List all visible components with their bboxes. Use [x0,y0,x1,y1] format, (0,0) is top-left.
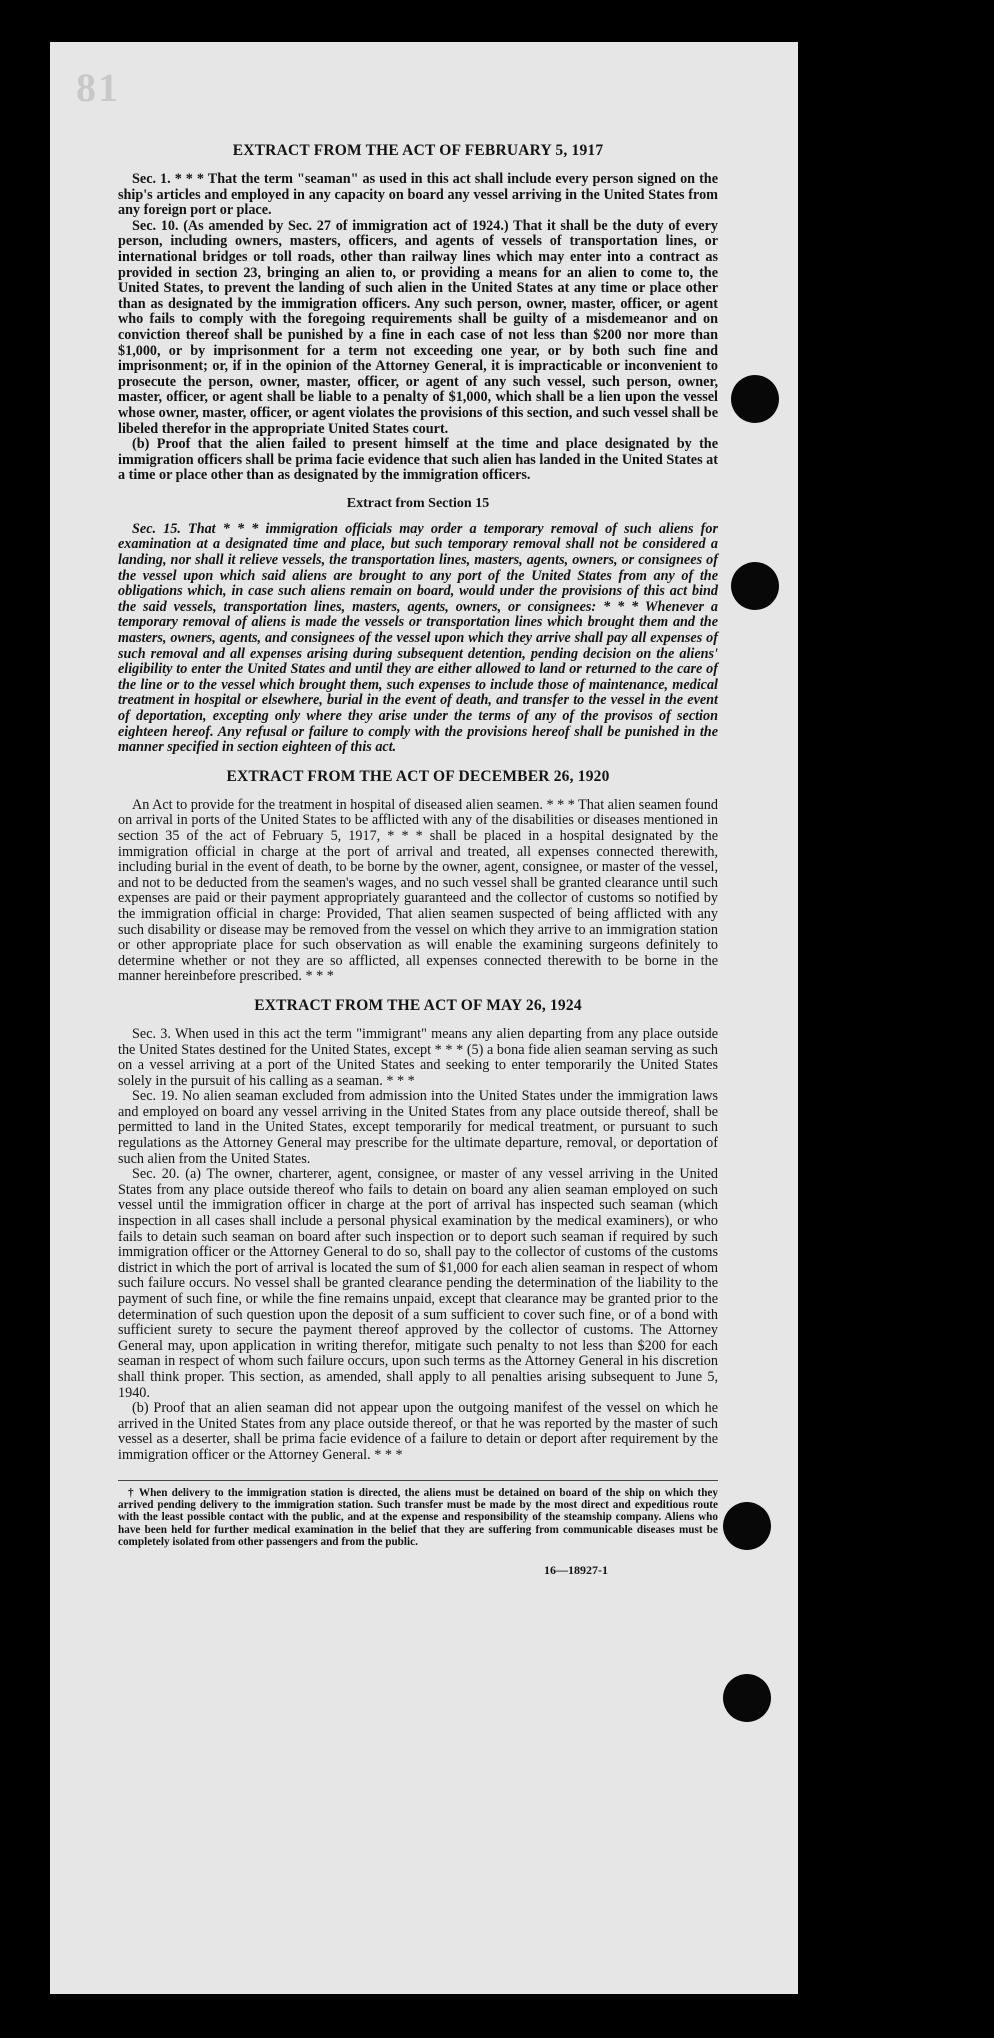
margin-stamp: 81 [76,65,120,110]
paragraph: (b) Proof that the alien failed to present himself at the time and place designated by the immigration officers shall be prima facie evidence that such alien has landed in the United States at a time or place other than as designated by the immigration officers. [118,436,718,484]
paragraph: Sec. 15. That * * * immigration officials may order a temporary removal of such aliens for examination at a designated time and place, but such temporary removal shall not be considered a landing, nor shall it relieve vessels, the transportation lines, masters, agents, owners, or consignees of the vessel upon which said aliens are brought to any port of the United States from any of the obligations which, in case such aliens remain on board, would under the provisions of this act bind the said vessels, transportation lines, masters, agents, owners, or consignees: * * * Whenever a temporary removal of aliens is made the vessels or transportation lines which brought them and the masters, owners, agents, and consignees of the vessel upon which they arrive shall pay all expenses of such removal and all expenses arising during subsequent detention, pending decision on the aliens' eligibility to enter the United States and until they are either allowed to land or returned to the care of the line or to the vessel which brought them, such expenses to include those of maintenance, medical treatment in hospital or elsewhere, burial in the event of death, and transfer to the vessel in the event of deportation, excepting only where they arise under the terms of any of the provisos of section eighteen hereof. Any refusal or failure to comply with the provisions hereof shall be punished in the manner specified in section eighteen of this act. [118,520,718,756]
document-number: 16—18927-1 [544,1562,608,1577]
paragraph: An Act to provide for the treatment in hospital of diseased alien seamen. * * * That alien seamen found on arrival in ports of the United States to be afflicted with any of the disabilities or diseases mentioned in section 35 of the act of February 5, 1917, * * * shall be placed in a hospital designated by the immigration official in charge at the port of arrival and treated, all expenses connected therewith, including burial in the event of death, to be borne by the owner, agent, consignee, or master of the vessel, and not to be deducted from the seamen's wages, and no such vessel shall be granted clearance until such expenses are paid or their payment appropriately guaranteed and the collector of customs so notified by the immigration official in charge: Provided, That alien seamen suspected of being afflicted with any such disability or disease may be removed from the vessel on which they arrive to an immigration station or other appropriate place for such observation as will enable the examining surgeons definitely to determine whether or not they are so afflicted, all expenses connected therewith to be borne in the manner hereinbefore prescribed. * * * [118,796,718,985]
paragraph: Sec. 19. No alien seaman excluded from admission into the United States under the immigration laws and employed on board any vessel arriving in the United States from any place outside thereof, shall be permitted to land in the United States, except temporarily for medical treatment, or pursuant to such regulations as the Attorney General may prescribe for the ultimate departure, removal, or deportation of such alien from the United States. [118,1088,718,1167]
section-heading: EXTRACT FROM THE ACT OF MAY 26, 1924 [254,996,582,1014]
punch-hole [731,562,779,610]
punch-hole [723,1674,771,1722]
section-act-1917 [118,142,718,484]
section-act-1924 [118,997,718,1464]
section-extract-15 [118,496,718,756]
paragraph: Sec. 20. (a) The owner, charterer, agent, consignee, or master of any vessel arriving in the United States from any place outside thereof who fails to detain on board any alien seaman employed on such vessel until the immigration officer in charge at the port of arrival has inspected such seaman (which inspection in all cases shall include a personal physical examination by the medical examiners), or who fails to detain such seaman on board after such inspection or to deport such seaman if required by such immigration officer or the Attorney General to do so, shall pay to the collector of customs of the customs district in which the port of arrival is located the sum of $1,000 for each alien seaman in respect of whom such failure occurs. No vessel shall be granted clearance pending the determination of the liability to the payment of such fine, or while the fine remains unpaid, except that clearance may be granted prior to the determination of such question upon the deposit of a sum sufficient to cover such fine, or of a bond with sufficient surety to secure the payment thereof approved by the collector of customs. The Attorney General may, upon application in writing therefor, mitigate such penalty to not less than $200 for each seaman in respect of whom such failure occurs, upon such terms as the Attorney General in his discretion shall think proper. This section, as amended, shall apply to all penalties arising subsequent to June 5, 1940. [118,1166,718,1401]
paragraph: Sec. 1. * * * That the term "seaman" as used in this act shall include every person signed on the ship's articles and employed in any capacity on board any vessel arriving in the United States from any foreign port or place. [118,171,718,219]
section-subheading: Extract from Section 15 [346,495,490,511]
punch-hole [723,1502,771,1550]
paragraph: Sec. 10. (As amended by Sec. 27 of immigration act of 1924.) That it shall be the duty of every person, including owners, masters, officers, and agents of vessels of transportation lines, or international bridges or toll roads, other than railway lines which may enter into a contract as provided in section 23, bringing an alien to, or providing a means for an alien to come to, the United States, to prevent the landing of such alien in the United States at any time or place other than as designated by the immigration officers. Any such person, owner, master, officer, or agent who fails to comply with the foregoing requirements shall be guilty of a misdemeanor and on conviction thereof shall be punished by a fine in each case of not less than $200 nor more than $1,000, or by imprisonment for a term not exceeding one year, or by both such fine and imprisonment; or, if in the opinion of the Attorney General, it is impracticable or inconvenient to prosecute the person, owner, master, officer, or agent of any such vessel, such person, owner, master, officer, or agent shall be liable to a penalty of $1,000, which shall be a lien upon the vessel whose owner, master, officer, or agent violates the provisions of this section, and such vessel shall be libeled therefor in the appropriate United States court. [118,217,718,437]
punch-hole [731,375,779,423]
section-act-1920 [118,768,718,985]
paragraph: Sec. 3. When used in this act the term "immigrant" means any alien departing from any place outside the United States destined for the United States, except * * * (5) a bona fide alien seaman serving as such on a vessel arriving at a port of the United States and seeking to enter temporarily the United States solely in the pursuit of his calling as a seaman. * * * [118,1025,718,1089]
paragraph: (b) Proof that an alien seaman did not appear upon the outgoing manifest of the vessel on which he arrived in the United States from any place outside thereof, or that he was reported by the master of such vessel as a deserter, shall be prima facie evidence of a failure to detain or deport after requirement by the immigration officer or the Attorney General. * * * [118,1400,718,1463]
footnote: † When delivery to the immigration station is directed, the aliens must be detained on board of the ship on which they arrived pending delivery to the immigration station. Such transfer must be made by the most direct and expeditious route with the least possible contact with the public, and at the expense and responsibility of the steamship company. Aliens who have been held for further medical examination in the belief that they are suffering from communicable diseases must be completely isolated from other passengers and from the public. [118,1486,718,1549]
document-body [118,142,718,1578]
document-page [50,42,798,1994]
footnote-divider [118,1480,718,1481]
section-heading: EXTRACT FROM THE ACT OF FEBRUARY 5, 1917 [232,142,604,159]
section-heading: EXTRACT FROM THE ACT OF DECEMBER 26, 1920 [226,767,610,785]
